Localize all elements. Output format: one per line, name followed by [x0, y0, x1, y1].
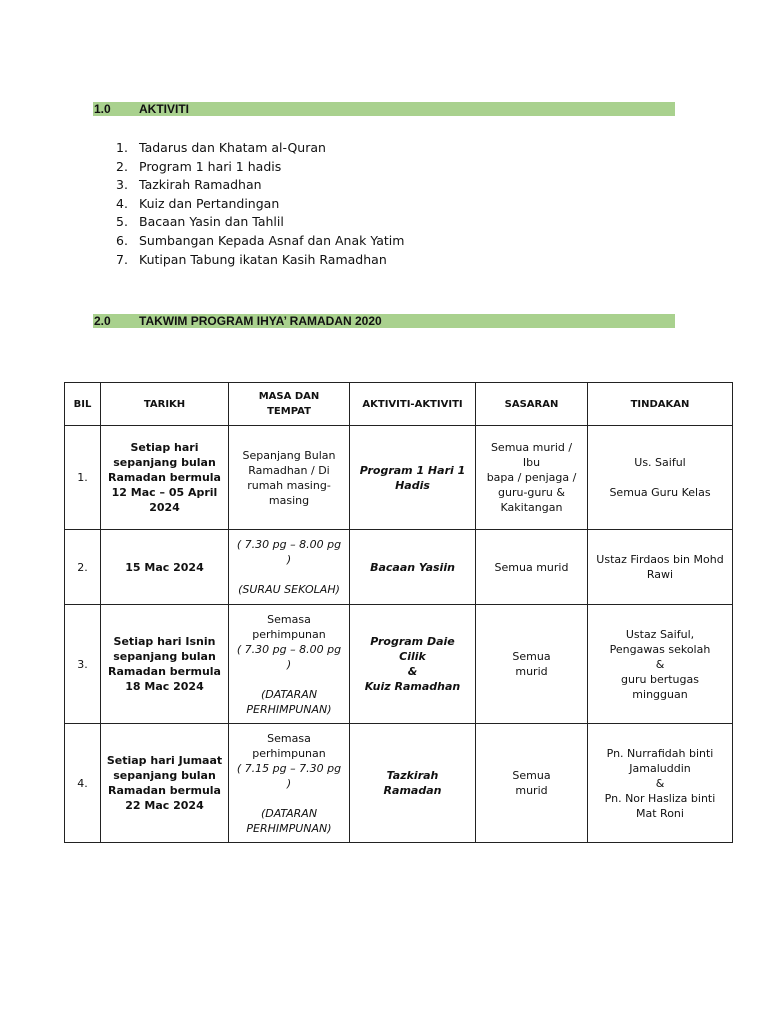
list-item: 3. Tazkirah Ramadhan	[116, 177, 262, 193]
cell-bil: 2.	[65, 530, 101, 605]
section-title: TAKWIM PROGRAM IHYA’ RAMADAN 2020	[139, 314, 382, 328]
schedule-table	[64, 382, 733, 843]
cell-tindakan: Us. Saiful Semua Guru Kelas	[588, 426, 733, 530]
list-item: 4. Kuiz dan Pertandingan	[116, 195, 280, 211]
list-item: 7. Kutipan Tabung ikatan Kasih Ramadhan	[116, 251, 387, 267]
list-item: 6. Sumbangan Kepada Asnaf dan Anak Yatim	[116, 232, 405, 248]
section-number: 2.0	[94, 314, 111, 328]
section-heading-aktiviti	[93, 102, 675, 116]
header-tindakan: TINDAKAN	[588, 383, 733, 426]
cell-tarikh: Setiap hari sepanjang bulan Ramadan bermula 12 Mac – 05 April 2024	[101, 426, 229, 530]
list-item: 1. Tadarus dan Khatam al-Quran	[116, 140, 326, 155]
cell-masa: ( 7.30 pg – 8.00 pg ) (SURAU SEKOLAH)	[229, 530, 350, 605]
cell-bil: 3.	[65, 605, 101, 724]
section-number: 1.0	[94, 102, 111, 116]
header-tarikh: TARIKH	[101, 383, 229, 426]
cell-tindakan: Ustaz Firdaos bin Mohd Rawi	[588, 530, 733, 605]
cell-masa: Sepanjang Bulan Ramadhan / Di rumah masing- masing	[229, 426, 350, 530]
cell-tarikh: Setiap hari Isnin sepanjang bulan Ramadan bermula 18 Mac 2024	[101, 605, 229, 724]
cell-masa: Semasa perhimpunan ( 7.30 pg – 8.00 pg ) (DATARAN PERHIMPUNAN)	[229, 605, 350, 724]
cell-sasaran: Semua murid / Ibu bapa / penjaga / guru-guru & Kakitangan	[476, 426, 588, 530]
activity-list	[116, 139, 404, 269]
list-item: 5. Bacaan Yasin dan Tahlil	[116, 214, 284, 230]
cell-aktiviti: Bacaan Yasiin	[350, 530, 476, 605]
header-sasaran: SASARAN	[476, 383, 588, 426]
cell-aktiviti: Tazkirah Ramadan	[350, 724, 476, 843]
cell-sasaran: Semua murid	[476, 530, 588, 605]
section-title: AKTIVITI	[139, 102, 189, 116]
header-masa: MASA DAN TEMPAT	[229, 383, 350, 426]
cell-tindakan: Ustaz Saiful, Pengawas sekolah & guru bertugas mingguan	[588, 605, 733, 724]
cell-tindakan: Pn. Nurrafidah binti Jamaluddin & Pn. Nor Hasliza binti Mat Roni	[588, 724, 733, 843]
table-row	[65, 605, 733, 724]
cell-aktiviti: Program 1 Hari 1 Hadis	[350, 426, 476, 530]
cell-sasaran: Semua murid	[476, 724, 588, 843]
cell-bil: 4.	[65, 724, 101, 843]
table-row	[65, 426, 733, 530]
cell-bil: 1.	[65, 426, 101, 530]
cell-aktiviti: Program Daie Cilik & Kuiz Ramadhan	[350, 605, 476, 724]
cell-tarikh: Setiap hari Jumaat sepanjang bulan Ramadan bermula 22 Mac 2024	[101, 724, 229, 843]
section-heading-takwim	[93, 314, 675, 328]
cell-masa: Semasa perhimpunan ( 7.15 pg – 7.30 pg ) (DATARAN PERHIMPUNAN)	[229, 724, 350, 843]
header-aktiviti: AKTIVITI-AKTIVITI	[350, 383, 476, 426]
cell-sasaran: Semua murid	[476, 605, 588, 724]
cell-tarikh: 15 Mac 2024	[101, 530, 229, 605]
list-item: 2. Program 1 hari 1 hadis	[116, 158, 282, 174]
table-row	[65, 724, 733, 843]
header-bil: BIL	[65, 383, 101, 426]
table-header-row	[65, 383, 733, 426]
table-row	[65, 530, 733, 605]
